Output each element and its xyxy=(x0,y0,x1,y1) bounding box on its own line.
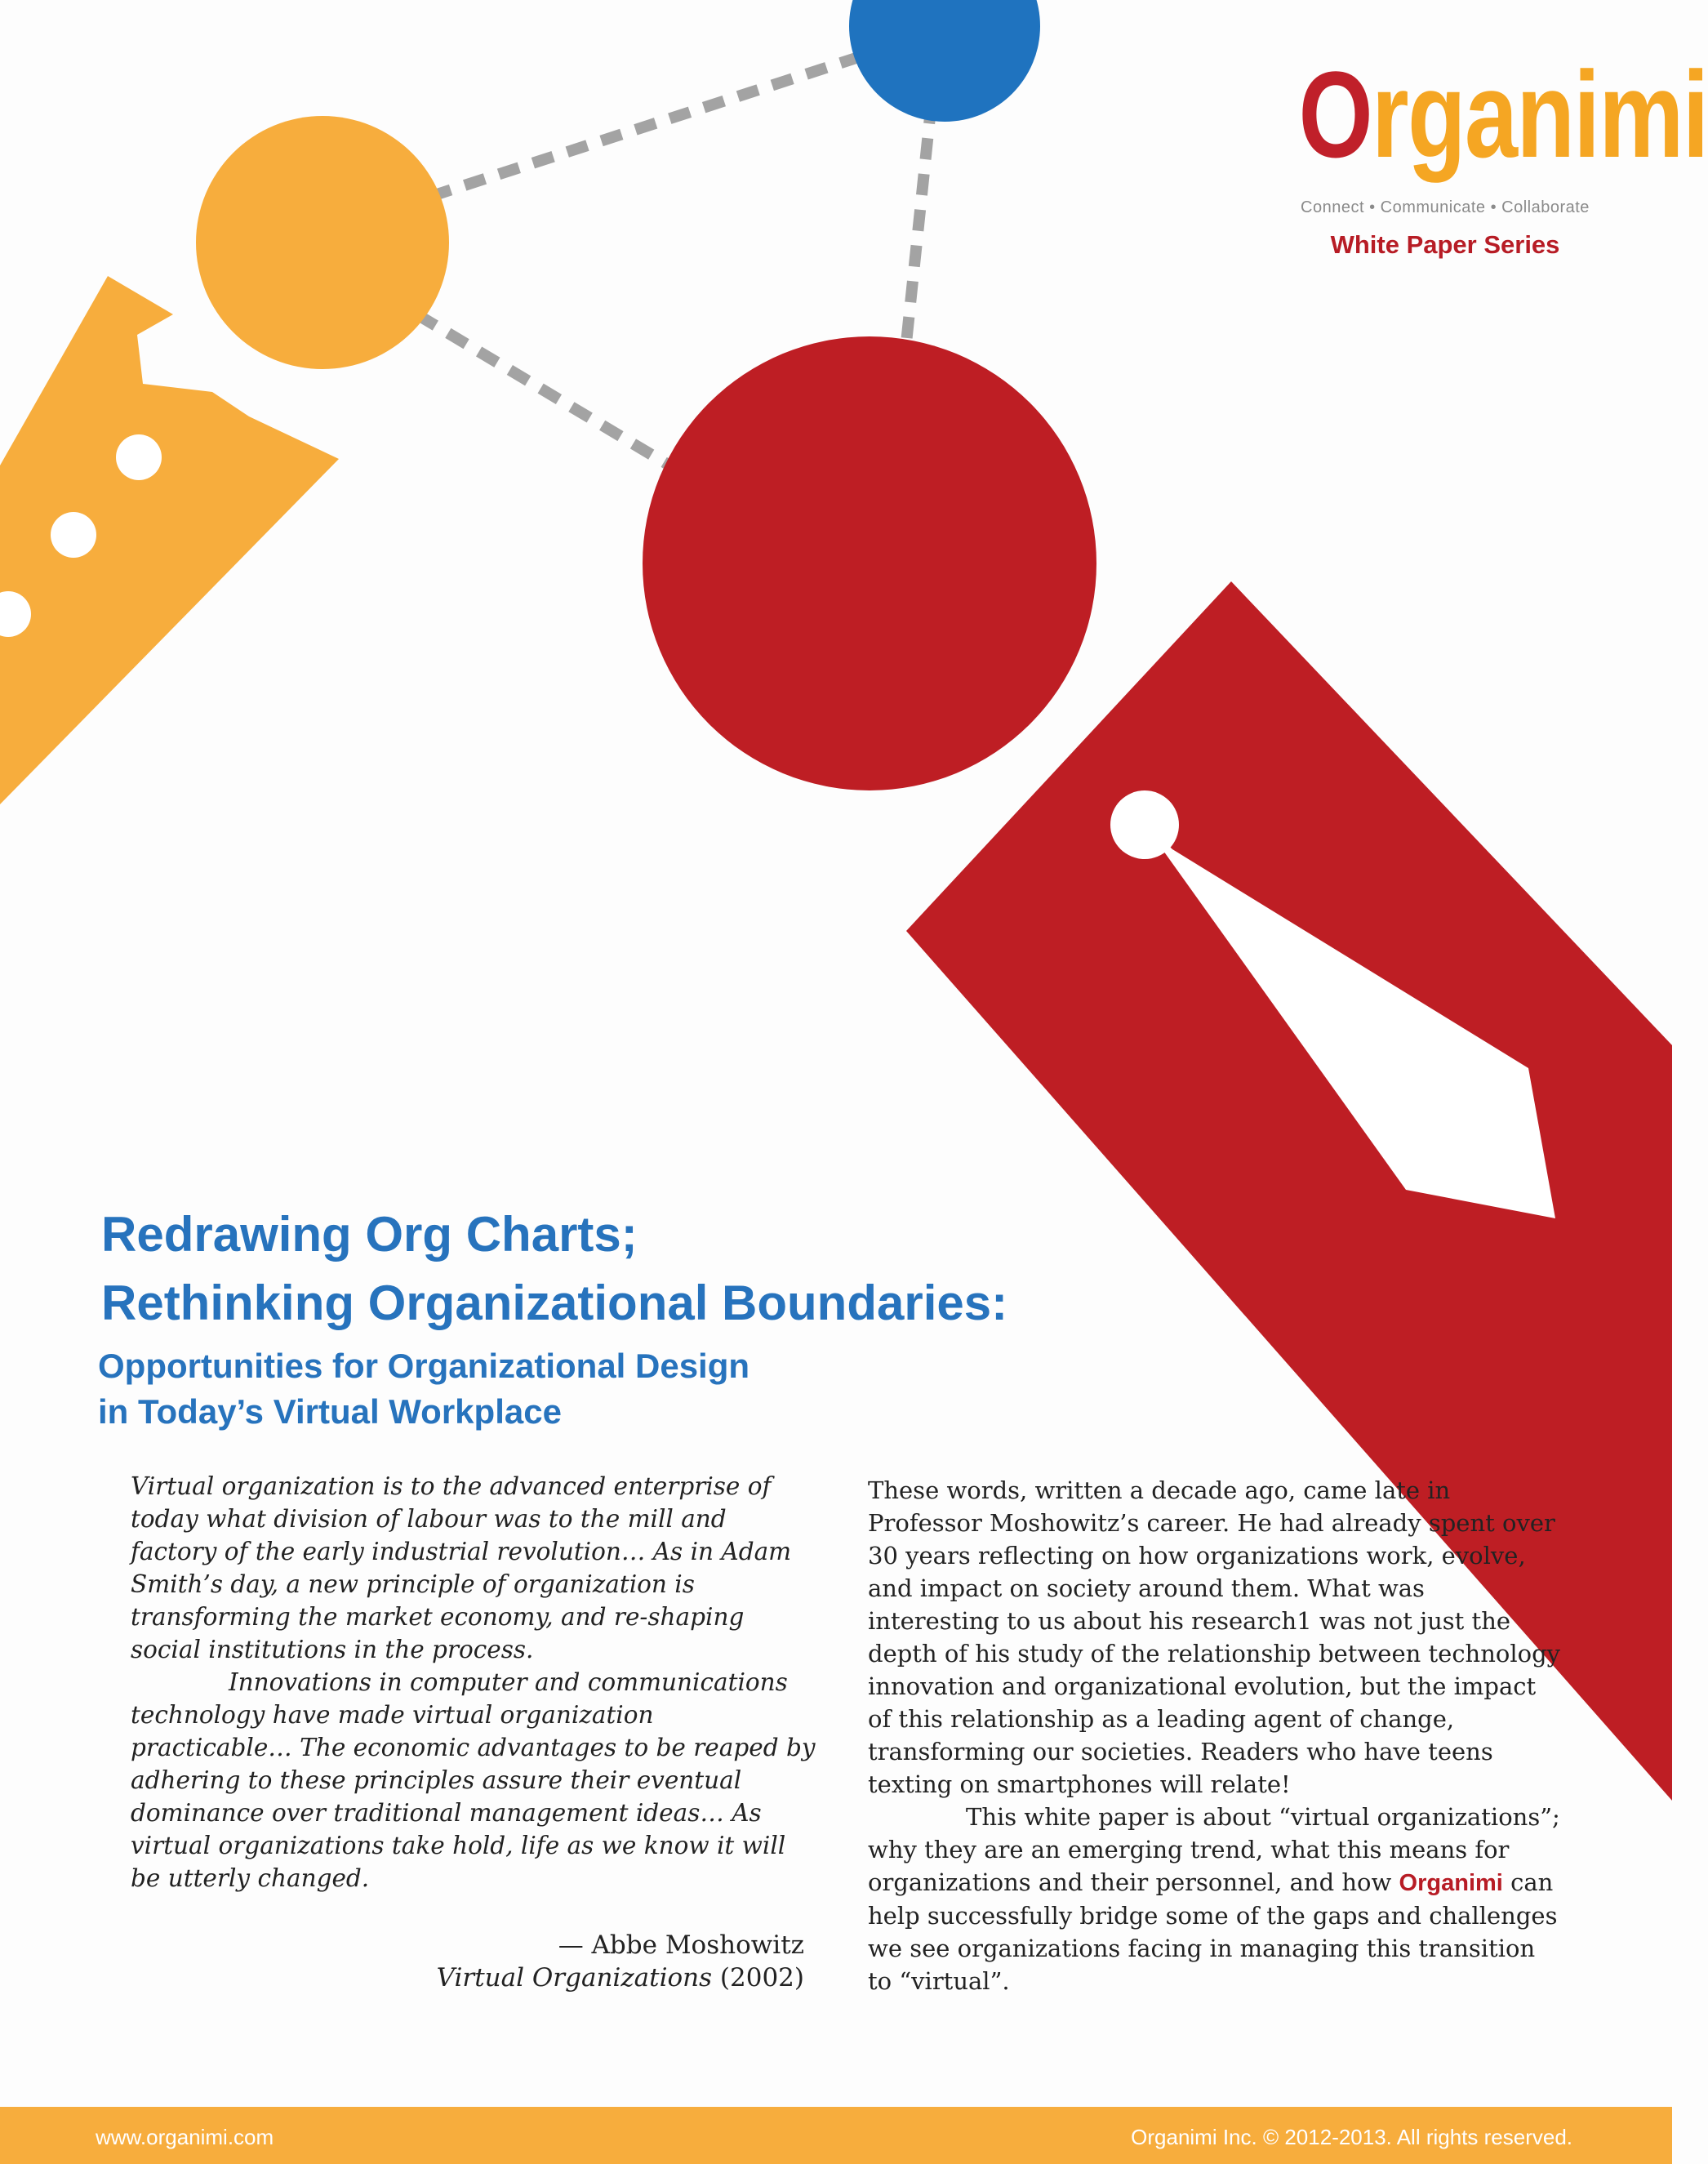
logo-rest-letters: rganimi xyxy=(1372,46,1708,183)
subtitle-line-1: Opportunities for Organizational Design xyxy=(98,1347,750,1385)
quote-source xyxy=(408,1961,804,1994)
logo-wordmark xyxy=(1298,46,1708,183)
body-paragraph-2-start: This white paper is about “virtual organizations”; why they are an emerging trend, what this means for organizations and their personnel, and how xyxy=(868,1803,1560,1896)
quote-book-title: Virtual Organizations xyxy=(436,1963,713,1993)
title-line-1: Redrawing Org Charts; xyxy=(101,1207,638,1262)
footer-copyright: Organimi Inc. © 2012-2013. All rights reserved. xyxy=(1131,2125,1572,2149)
quote-author: — Abbe Moshowitz xyxy=(558,1930,804,1960)
title-line-2: Rethinking Organizational Boundaries: xyxy=(101,1276,1008,1330)
subtitle-line-2: in Today’s Virtual Workplace xyxy=(98,1392,562,1431)
logo-first-letter: O xyxy=(1298,46,1372,183)
orange-button-1 xyxy=(116,434,162,480)
quote-paragraph-1: Virtual organization is to the advanced enterprise of today what division of labour was to the mill and factory of the early industrial revolution… As in Adam Smith’s day, a new principle of organization is transforming the market economy, and re-shaping social institutions in the process. xyxy=(131,1472,792,1663)
quote-attribution xyxy=(408,1929,804,1994)
organimi-logo xyxy=(1257,46,1708,260)
logo-tagline: Connect • Communicate • Collaborate xyxy=(1301,198,1590,216)
orange-button-2 xyxy=(51,512,96,558)
brand-name-inline: Organimi xyxy=(1399,1870,1503,1896)
red-head-circle xyxy=(643,336,1096,790)
body-paragraph-1: These words, written a decade ago, came late in Professor Moshowitz’s career. He had already spent over 30 years reflecting on how organizations work, evolve, and impact on society around them. What was interesting to us about his research1 was not just the depth of his study of the relationship between technology innovation and organizational evolution, but the impact of this relationship as a leading agent of change, transforming our societies. Readers who have teens texting on smartphones will relate! xyxy=(868,1476,1561,1798)
quote-book-year: (2002) xyxy=(712,1963,804,1993)
series-label: White Paper Series xyxy=(1330,230,1560,259)
body-paragraph-2 xyxy=(868,1801,1562,1997)
epigraph-quote xyxy=(131,1470,816,1895)
quote-paragraph-2: Innovations in computer and communications technology have made virtual organization practicable… The economic advantages to be reaped by adhering to these principles assure their eventual dominance over traditional management ideas… As virtual organizations take hold, life as we know it will be utterly changed. xyxy=(131,1668,816,1892)
page-subtitle xyxy=(98,1343,749,1435)
page-title xyxy=(101,1200,1007,1338)
page-footer xyxy=(0,2107,1672,2164)
body-paragraph-2-end: can help successfully bridge some of the gaps and challenges we see organizations facing in managing this transition to “virtual”. xyxy=(868,1868,1558,1995)
tie-knot xyxy=(1110,790,1179,859)
blue-head-circle xyxy=(849,0,1040,122)
body-text xyxy=(868,1474,1562,1997)
footer-website-link[interactable]: www.organimi.com xyxy=(96,2125,274,2149)
orange-head-circle xyxy=(196,116,449,369)
